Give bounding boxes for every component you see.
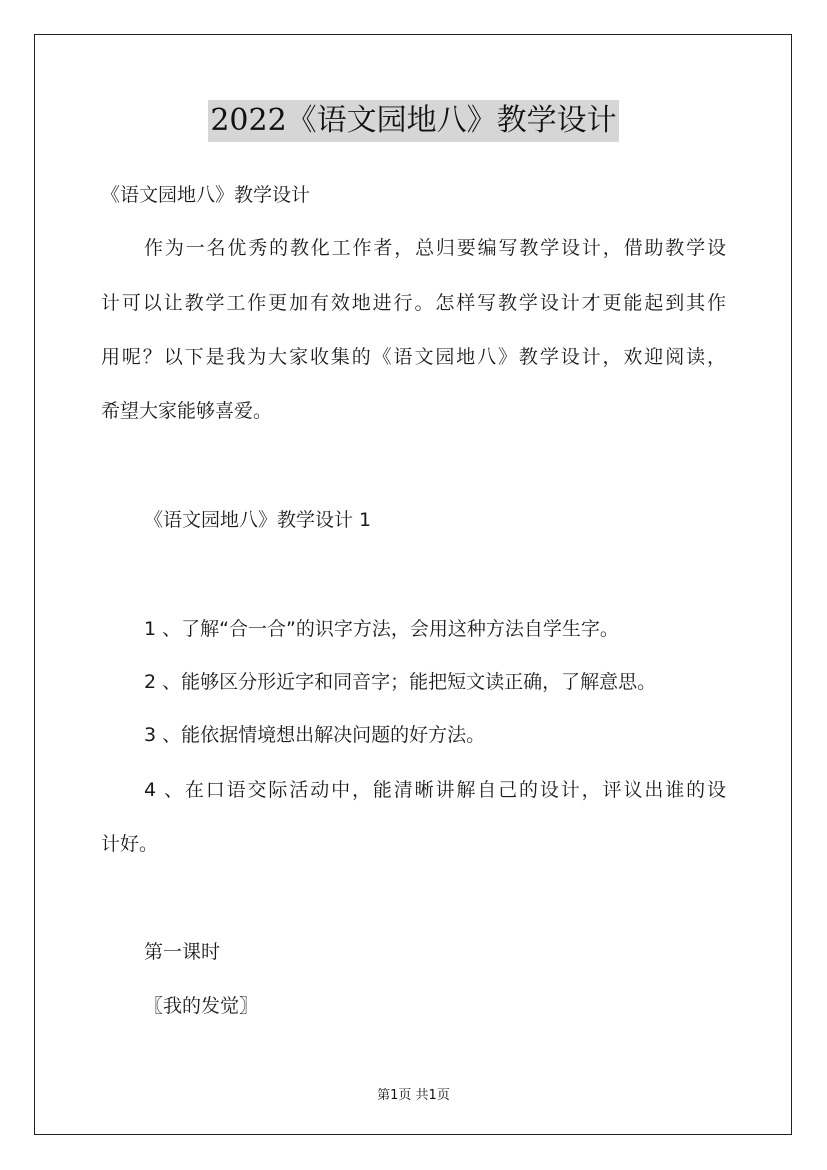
lesson-subheading: 〖我的发觉〗 <box>144 995 259 1017</box>
goal-item-4-continued: 计好。 <box>101 833 159 855</box>
intro-line-3: 用呢？以下是我为大家收集的《语文园地八》教学设计，欢迎阅读， <box>101 346 726 368</box>
section-heading: 《语文园地八》教学设计 1 <box>144 509 372 531</box>
document-title: 2022《语文园地八》教学设计 <box>208 100 618 142</box>
goal-item-4: 4 、在口语交际活动中，能清晰讲解自己的设计，评议出谁的设 <box>144 779 726 801</box>
document-subtitle: 《语文园地八》教学设计 <box>101 184 311 206</box>
intro-line-1: 作为一名优秀的教化工作者，总归要编写教学设计，借助教学设 <box>144 237 726 259</box>
intro-line-4: 希望大家能够喜爱。 <box>101 400 273 422</box>
title-container <box>0 100 827 142</box>
page-footer: 第1页 共1页 <box>377 1088 450 1103</box>
intro-line-2: 计可以让教学工作更加有效地进行。怎样写教学设计才更能起到其作 <box>101 292 726 314</box>
lesson-heading: 第一课时 <box>144 941 221 963</box>
goal-item-2: 2 、能够区分形近字和同音字；能把短文读正确，了解意思。 <box>144 671 657 693</box>
goal-item-3: 3 、能依据情境想出解决问题的好方法。 <box>144 724 486 746</box>
goal-item-1: 1 、了解“合一合”的识字方法，会用这种方法自学生字。 <box>144 618 619 640</box>
